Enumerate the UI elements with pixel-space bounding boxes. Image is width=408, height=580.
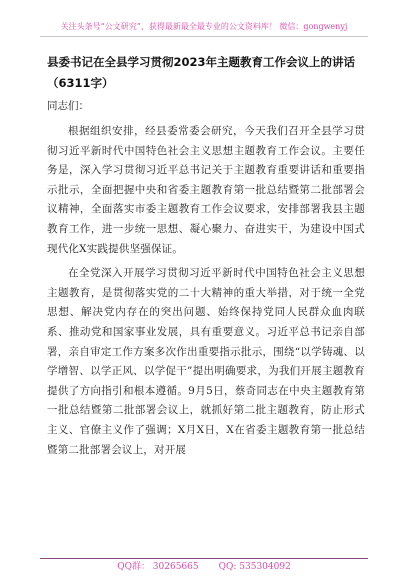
footer-qq-contact: QQ: 535304092: [218, 562, 291, 572]
document-body: [47, 52, 365, 465]
document-title: 县委书记在全县学习贯彻2023年主题教育工作会议上的讲话（6311字）: [47, 55, 356, 90]
paragraph-2: 在全党深入开展学习贯彻习近平新时代中国特色社会主义思想主题教育，是贯彻落实党的二十大精神的重大举措，对于统一全党思想、解决党内存在的突出问题、始终保持党同人民群众血肉联系、推动党和国家事业发展，具有重要意义。习近平总书记亲自部署，亲自审定工作方案多次作出重要指示批示，围绕“以学铸魂、以学增智、以学正风、以学促干”提出明确要求，为我们开展主题教育提供了方向指引和根本遵循。9月5日，蔡奇同志在中央主题教育第一批总结暨第二批部署会议上，就抓好第二批主题教育，防止形式主义、官僚主义作了强调；X月X日，X在省委主题教育第一批总结暨第二批部署会议上，对开展: [47, 267, 365, 456]
footer: [0, 561, 408, 573]
salutation: 同志们：: [47, 100, 89, 112]
footer-divider: [40, 558, 368, 559]
header-banner: 关注头条号“公文研究”，获得最新最全最专业的公文资料库！ 微信：gongwenyj: [60, 22, 348, 31]
footer-qq-group: QQ群： 30265665: [117, 562, 199, 572]
header-divider: [40, 36, 368, 37]
paragraph-1: 根据组织安排，经县委常委会研究，今天我们召开全县学习贯彻习近平新时代中国特色社会主义思想主题教育工作会议。主要任务是，深入学习贯彻习近平总书记关于主题教育重要讲话和重要指示批示，全面把握中央和省委主题教育第一批总结暨第二批部署会议精神，全面落实市委主题教育工作会议要求，安排部署我县主题教育工作，进一步统一思想、凝心聚力、奋进实干，为建设中国式现代化X实践提供坚强保证。: [47, 125, 365, 255]
